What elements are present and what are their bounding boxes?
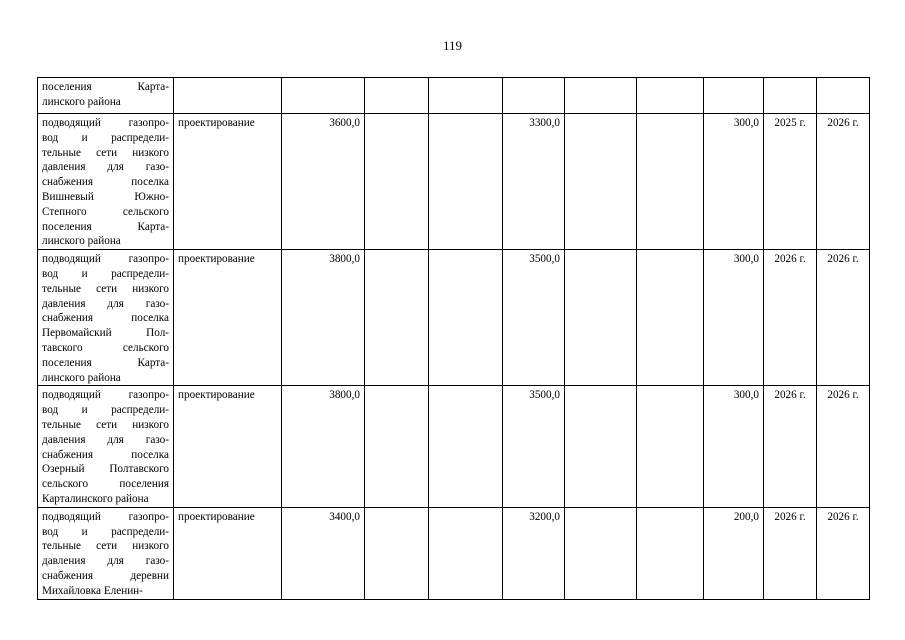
end-year-cell <box>817 78 870 114</box>
regional-budget-cell: 3500,0 <box>503 386 565 507</box>
object-name-line: Михайловка Еленин- <box>42 584 143 597</box>
table-row <box>38 386 870 507</box>
work-type-cell: проектирование <box>174 507 282 599</box>
object-name-line: подводящий газопро- <box>42 253 169 266</box>
end-year-cell: 2026 г. <box>817 114 870 250</box>
funding-table <box>37 77 870 600</box>
table-body <box>38 78 870 600</box>
object-name-line: линского района <box>42 371 121 384</box>
regional-budget-cell <box>503 78 565 114</box>
object-name-line: Степного сельского <box>42 205 169 218</box>
table-row <box>38 114 870 250</box>
local-budget-extra-cell <box>637 78 704 114</box>
object-name-line: снабжения деревни <box>42 569 169 582</box>
start-year-cell: 2026 г. <box>764 250 817 386</box>
object-name-line: линского района <box>42 95 121 108</box>
object-name-line: снабжения поселка <box>42 312 169 325</box>
object-name-line: тельные сети низкого <box>42 540 169 553</box>
object-name-line: давления для газо- <box>42 297 169 310</box>
table-row <box>38 78 870 114</box>
page-number: 119 <box>442 38 463 53</box>
object-name-line: тельные сети низкого <box>42 282 169 295</box>
federal-budget-cell <box>365 114 429 250</box>
object-name-line: тавского сельского <box>42 341 169 354</box>
object-name-line: снабжения поселка <box>42 448 169 461</box>
regional-budget-extra-cell <box>565 507 637 599</box>
object-name-line: Карталинского района <box>42 492 149 505</box>
start-year-cell: 2026 г. <box>764 507 817 599</box>
start-year-cell: 2025 г. <box>764 114 817 250</box>
object-name-line: сельского поселения <box>42 478 169 491</box>
object-name-line: подводящий газопро- <box>42 389 169 402</box>
object-name-line: Вишневый Южно- <box>42 190 169 203</box>
start-year-cell <box>764 78 817 114</box>
object-name-cell <box>38 114 174 250</box>
object-name-line: давления для газо- <box>42 555 169 568</box>
regional-budget-extra-cell <box>565 114 637 250</box>
table-row <box>38 507 870 599</box>
regional-budget-extra-cell <box>565 78 637 114</box>
federal-budget-cell <box>365 78 429 114</box>
object-name-line: поселения Карта- <box>42 81 169 93</box>
total-amount-cell <box>282 78 365 114</box>
object-name-line: Первомайский Пол- <box>42 327 169 340</box>
object-name-line: давления для газо- <box>42 433 169 446</box>
work-type-cell: проектирование <box>174 250 282 386</box>
object-name-line: линского района <box>42 235 121 248</box>
object-name-line: тельные сети низкого <box>42 146 169 159</box>
object-name-line: вод и распредели- <box>42 131 169 144</box>
regional-budget-2024-cell <box>429 114 503 250</box>
object-name-line: вод и распредели- <box>42 404 169 417</box>
regional-budget-2024-cell <box>429 250 503 386</box>
local-budget-extra-cell <box>637 114 704 250</box>
regional-budget-cell: 3200,0 <box>503 507 565 599</box>
regional-budget-2024-cell <box>429 386 503 507</box>
regional-budget-cell: 3300,0 <box>503 114 565 250</box>
federal-budget-cell <box>365 386 429 507</box>
object-name-line: поселения Карта- <box>42 356 169 369</box>
object-name-line: тельные сети низкого <box>42 418 169 431</box>
local-budget-cell: 300,0 <box>704 250 764 386</box>
object-name-line: Озерный Полтавского <box>42 463 169 476</box>
regional-budget-cell: 3500,0 <box>503 250 565 386</box>
regional-budget-extra-cell <box>565 386 637 507</box>
local-budget-cell: 200,0 <box>704 507 764 599</box>
total-amount-cell: 3400,0 <box>282 507 365 599</box>
work-type-cell: проектирование <box>174 386 282 507</box>
table-row <box>38 250 870 386</box>
local-budget-extra-cell <box>637 507 704 599</box>
end-year-cell: 2026 г. <box>817 507 870 599</box>
object-name-line: подводящий газопро- <box>42 510 169 523</box>
local-budget-extra-cell <box>637 250 704 386</box>
object-name-cell <box>38 250 174 386</box>
total-amount-cell: 3800,0 <box>282 250 365 386</box>
object-name-line: снабжения поселка <box>42 176 169 189</box>
federal-budget-cell <box>365 250 429 386</box>
object-name-line: давления для газо- <box>42 161 169 174</box>
local-budget-cell: 300,0 <box>704 114 764 250</box>
start-year-cell: 2026 г. <box>764 386 817 507</box>
end-year-cell: 2026 г. <box>817 250 870 386</box>
object-name-cell <box>38 386 174 507</box>
local-budget-cell: 300,0 <box>704 386 764 507</box>
object-name-cell <box>38 78 174 114</box>
local-budget-cell <box>704 78 764 114</box>
object-name-line: подводящий газопро- <box>42 117 169 129</box>
end-year-cell: 2026 г. <box>817 386 870 507</box>
object-name-line: вод и распредели- <box>42 525 169 538</box>
object-name-line: поселения Карта- <box>42 220 169 233</box>
object-name-line: вод и распредели- <box>42 267 169 280</box>
federal-budget-cell <box>365 507 429 599</box>
regional-budget-2024-cell <box>429 507 503 599</box>
regional-budget-2024-cell <box>429 78 503 114</box>
object-name-cell <box>38 507 174 599</box>
work-type-cell <box>174 78 282 114</box>
total-amount-cell: 3800,0 <box>282 386 365 507</box>
work-type-cell: проектирование <box>174 114 282 250</box>
regional-budget-extra-cell <box>565 250 637 386</box>
local-budget-extra-cell <box>637 386 704 507</box>
total-amount-cell: 3600,0 <box>282 114 365 250</box>
